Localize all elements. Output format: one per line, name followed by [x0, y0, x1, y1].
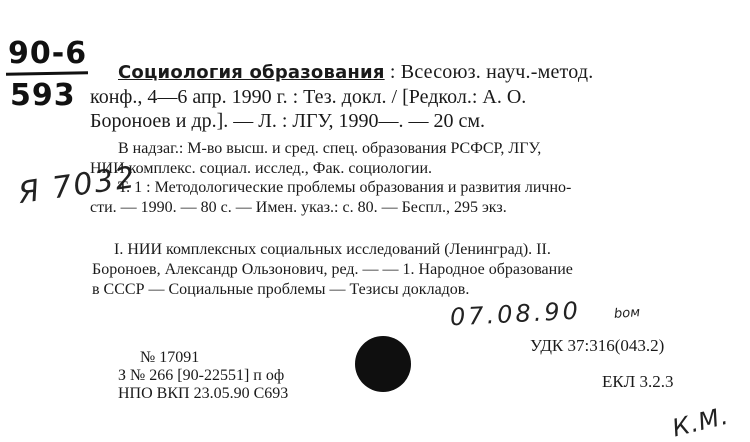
handwritten-corner-mark: К.М.	[669, 401, 732, 442]
tracing-line-3: в СССР — Социальные проблемы — Тезисы докладов.	[92, 281, 470, 298]
entry-title: Социология образования	[118, 62, 385, 83]
tracings	[92, 240, 573, 300]
imprint-block	[118, 349, 288, 403]
bibliographic-entry	[90, 60, 690, 133]
entry-line1-rest: : Всесоюз. науч.-метод.	[384, 61, 594, 83]
udk-classification: УДК 37:316(043.2)	[530, 336, 665, 355]
issuers-line-2: НИИ комплекс. социал. исслед., Фак. социологии.	[90, 160, 433, 177]
call-number-bottom: 593	[10, 78, 76, 113]
call-number-underline	[6, 71, 88, 75]
entry-line-2: конф., 4—6 апр. 1990 г. : Тез. докл. / [Редкол.: А. О.	[90, 86, 527, 108]
printer-info: НПО ВКП 23.05.90 С693	[118, 385, 289, 402]
entry-line-3: Бороноев и др.]. — Л. : ЛГУ, 1990—. — 20 см.	[90, 110, 485, 132]
entry-line-1	[90, 60, 690, 85]
volume-note	[90, 178, 571, 218]
handwritten-side-note: Я 7032	[16, 159, 139, 212]
tracing-line-2: Бороноев, Александр Ользонович, ред. — — 1. Народное образование	[92, 261, 573, 278]
ekl-classification: ЕКЛ 3.2.3	[602, 372, 674, 391]
order-number: З № 266 [90-22551] п оф	[118, 367, 285, 384]
handwritten-date-signature: bом	[613, 305, 641, 322]
handwritten-date: 07.08.90	[449, 296, 582, 332]
card-punch-hole	[355, 336, 411, 392]
card-number: № 17091	[140, 349, 200, 366]
tracing-line-1: I. НИИ комплексных социальных исследований (Ленинград). II.	[114, 241, 551, 258]
call-number-top: 90-6	[8, 36, 88, 71]
issuers-line-1: В надзаг.: М-во высш. и сред. спец. образования РСФСР, ЛГУ,	[118, 140, 542, 157]
issuers-note	[90, 139, 541, 179]
volume-line-2: сти. — 1990. — 80 с. — Имен. указ.: с. 80. — Беспл., 295 экз.	[90, 199, 507, 216]
volume-line-1: Т. 1 : Методологические проблемы образования и развития лично-	[118, 179, 572, 196]
